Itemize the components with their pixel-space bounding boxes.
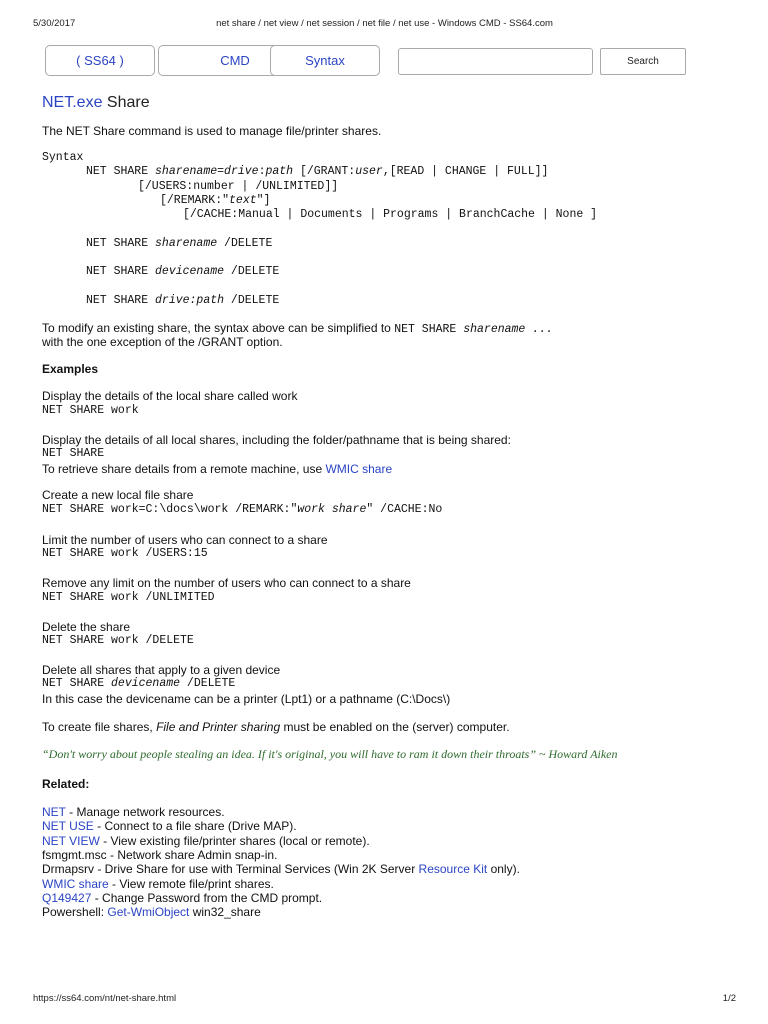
related-item-net: [42, 805, 225, 819]
related-text: win32_share: [189, 905, 261, 919]
syntax-text: NET SHARE: [86, 165, 156, 178]
syntax-button[interactable]: Syntax: [270, 45, 380, 76]
cmd-text: NET SHARE work=C:\docs\work /REMARK:": [42, 503, 298, 516]
related-item-net-use: [42, 819, 297, 833]
print-date: 5/30/2017: [33, 18, 76, 29]
example-7-cmd: [42, 677, 235, 691]
syntax-text: [/GRANT:: [293, 165, 356, 178]
syntax-delete-sharename: [86, 237, 272, 251]
page-title: [42, 94, 150, 112]
related-item-q149427: [42, 891, 322, 905]
example-2-cmd: NET SHARE: [42, 447, 105, 460]
related-text: Drmapsrv - Drive Share for use with Terminal Services (Win 2K Server: [42, 862, 419, 876]
syntax-line-1: [86, 165, 548, 179]
example-5-cmd: NET SHARE work /UNLIMITED: [42, 591, 215, 604]
cmd-text: " /CACHE:No: [366, 503, 443, 516]
related-item-wmic-share: [42, 877, 274, 891]
cmd-button[interactable]: CMD: [158, 45, 312, 76]
related-text: - Change Password from the CMD prompt.: [91, 891, 323, 905]
syntax-text: NET SHARE: [86, 294, 156, 307]
syntax-line-4: [/CACHE:Manual | Documents | Programs | BranchCache | None ]: [183, 208, 598, 221]
syntax-text: :: [258, 165, 266, 178]
quote: “Don't worry about people stealing an idea. If it's original, you will have to ram it down their throats” ~ Howard Aiken: [42, 747, 618, 761]
resource-kit-link[interactable]: Resource Kit: [418, 862, 488, 876]
net-link[interactable]: NET: [42, 805, 66, 819]
syntax-var: drive:path: [155, 294, 225, 307]
sharing-note: [42, 720, 510, 734]
syntax-line-2: [/USERS:number | /UNLIMITED]]: [138, 180, 339, 193]
example-3-cmd: [42, 503, 442, 517]
example-1-desc: Display the details of the local share called work: [42, 389, 298, 403]
print-title: net share / net view / net session / net file / net use - Windows CMD - SS64.com: [216, 18, 553, 29]
note-text: must be enabled on the (server) computer.: [280, 720, 510, 734]
syntax-var: text: [229, 194, 257, 207]
related-text: - Manage network resources.: [65, 805, 225, 819]
cmd-var: work share: [297, 503, 367, 516]
syntax-delete-drivepath: [86, 294, 279, 308]
page-number: 1/2: [722, 993, 736, 1004]
syntax-text: /DELETE: [224, 265, 280, 278]
modify-note-line-2: with the one exception of the /GRANT option.: [42, 335, 283, 349]
modify-text: To modify an existing share, the syntax above can be simplified to: [42, 321, 395, 335]
search-button[interactable]: Search: [600, 48, 686, 75]
modify-var: sharename ...: [463, 323, 553, 336]
example-2-desc: Display the details of all local shares, including the folder/pathname that is being shared:: [42, 433, 511, 447]
print-url: https://ss64.com/nt/net-share.html: [33, 993, 177, 1004]
related-item-net-view: [42, 834, 370, 848]
example-4-cmd: NET SHARE work /USERS:15: [42, 547, 208, 560]
syntax-text: [/REMARK:": [160, 194, 230, 207]
syntax-var: devicename: [155, 265, 225, 278]
syntax-text: /DELETE: [217, 237, 273, 250]
note-text: To create file shares,: [42, 720, 157, 734]
syntax-var: path: [265, 165, 294, 178]
related-heading: Related:: [42, 777, 90, 791]
syntax-text: "]: [256, 194, 271, 207]
syntax-text: /DELETE: [224, 294, 280, 307]
modify-cmd: NET SHARE: [394, 323, 464, 336]
related-text: - View remote file/print shares.: [108, 877, 274, 891]
intro-text: The NET Share command is used to manage file/printer shares.: [42, 124, 382, 138]
related-item-drmapsrv: [42, 862, 520, 876]
syntax-var: user: [355, 165, 383, 178]
cmd-var: devicename: [111, 677, 181, 690]
syntax-delete-devicename: [86, 265, 279, 279]
related-text: only).: [487, 862, 520, 876]
example-5-desc: Remove any limit on the number of users who can connect to a share: [42, 576, 411, 590]
related-text: - View existing file/printer shares (local or remote).: [99, 834, 370, 848]
syntax-text: ,[READ | CHANGE | FULL]]: [382, 165, 549, 178]
note-emphasis: File and Printer sharing: [156, 720, 281, 734]
syntax-text: NET SHARE: [86, 237, 156, 250]
example-3-desc: Create a new local file share: [42, 488, 194, 502]
example-1-cmd: NET SHARE work: [42, 404, 139, 417]
ss64-home-button[interactable]: ( SS64 ): [45, 45, 155, 76]
wmic-share-link[interactable]: WMIC share: [325, 462, 393, 476]
net-view-link[interactable]: NET VIEW: [42, 834, 100, 848]
related-text: - Connect to a file share (Drive MAP).: [93, 819, 297, 833]
search-input[interactable]: [398, 48, 593, 75]
note-text: To retrieve share details from a remote machine, use: [42, 462, 326, 476]
examples-heading: Examples: [42, 362, 99, 376]
related-text: Powershell:: [42, 905, 108, 919]
syntax-var: sharename: [155, 237, 218, 250]
related-item-powershell: [42, 905, 261, 919]
syntax-text: NET SHARE: [86, 265, 156, 278]
title-rest: Share: [102, 94, 150, 111]
title-prefix: NET.exe: [42, 94, 103, 111]
syntax-line-3: [160, 194, 270, 208]
related-item-fsmgmt: fsmgmt.msc - Network share Admin snap-in.: [42, 848, 278, 862]
q149427-link[interactable]: Q149427: [42, 891, 92, 905]
cmd-text: /DELETE: [180, 677, 236, 690]
get-wmiobject-link[interactable]: Get-WmiObject: [107, 905, 190, 919]
wmic-share-related-link[interactable]: WMIC share: [42, 877, 109, 891]
cmd-text: NET SHARE: [42, 677, 112, 690]
example-7-desc: Delete all shares that apply to a given device: [42, 663, 281, 677]
syntax-label: Syntax: [42, 151, 84, 164]
syntax-var: sharename: [155, 165, 218, 178]
example-4-desc: Limit the number of users who can connect to a share: [42, 533, 328, 547]
syntax-var: drive: [224, 165, 259, 178]
example-6-cmd: NET SHARE work /DELETE: [42, 634, 194, 647]
example-7-note: In this case the devicename can be a printer (Lpt1) or a pathname (C:\Docs\): [42, 692, 451, 706]
syntax-text: =: [217, 165, 225, 178]
net-use-link[interactable]: NET USE: [42, 819, 94, 833]
example-6-desc: Delete the share: [42, 620, 131, 634]
example-2-note: [42, 462, 392, 476]
